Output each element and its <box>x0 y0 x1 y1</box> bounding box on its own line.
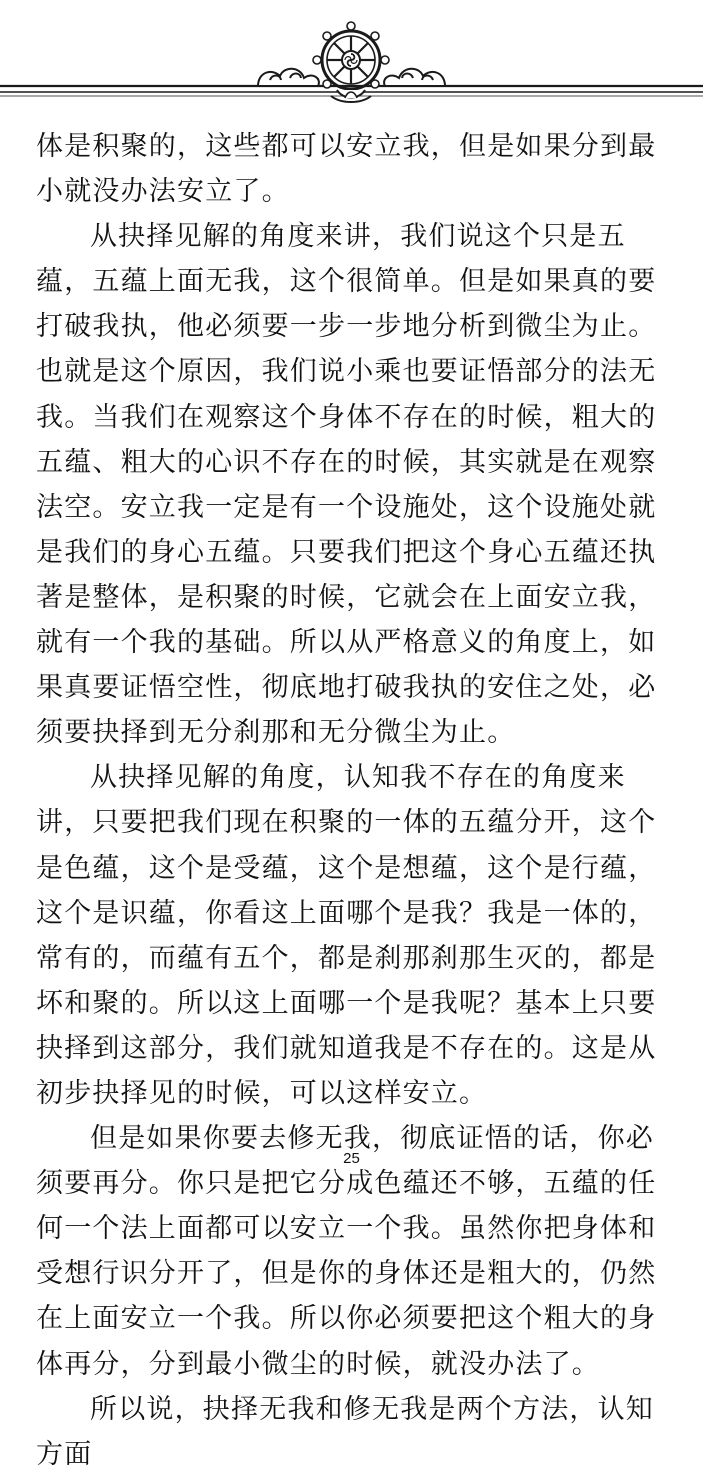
paragraph-1: 体是积聚的，这些都可以安立我，但是如果分到最小就没办法安立了。 <box>36 131 657 208</box>
paragraph-4: 但是如果你要去修无我，彻底证悟的话，你必须要再分。你只是把它分成色蕴还不够，五蕴的任何一个法上面都可以安立一个我。虽然你把身体和受想行识分开了，但是你的身体还是粗大的，仍然在上面安立一个我。所以你必须要把这个粗大的身体再分，分到最小微尘的时候，就没办法了。 <box>36 1123 657 1380</box>
right-cloud-ornament <box>384 69 445 86</box>
paragraph-2: 从抉择见解的角度来讲，我们说这个只是五蕴，五蕴上面无我，这个很简单。但是如果真的要打破我执，他必须要一步一步地分析到微尘为止。也就是这个原因，我们说小乘也要证悟部分的法无我。当我们在观察这个身体不存在的时候，粗大的五蕴、粗大的心识不存在的时候，其实就是在观察法空。安立我一定是有一个设施处，这个设施处就是我们的身心五蕴。只要我们把这个身心五蕴还执著是整体，是积聚的时候，它就会在上面安立我，就有一个我的基础。所以从严格意义的角度上，如果真要证悟空性，彻底地打破我执的安住之处，必须要抉择到无分刹那和无分微尘为止。 <box>36 221 657 749</box>
page-body <box>36 124 672 1477</box>
page-number: 25 <box>343 1150 360 1167</box>
dharma-wheel-icon <box>313 22 389 102</box>
paragraph-3: 从抉择见解的角度，认知我不存在的角度来讲，只要把我们现在积聚的一体的五蕴分开，这个是色蕴，这个是受蕴，这个是想蕴，这个是行蕴，这个是识蕴，你看这上面哪个是我？我是一体的，常有的，而蕴有五个，都是刹那刹那生灭的，都是坏和聚的。所以这上面哪一个是我呢？基本上只要抉择到这部分，我们就知道我是不存在的。这是从初步抉择见的时候，可以这样安立。 <box>36 762 657 1109</box>
left-cloud-ornament <box>258 69 319 86</box>
paragraph-5: 所以说，抉择无我和修无我是两个方法，认知方面 <box>36 1393 654 1470</box>
header-ornament <box>0 0 703 110</box>
